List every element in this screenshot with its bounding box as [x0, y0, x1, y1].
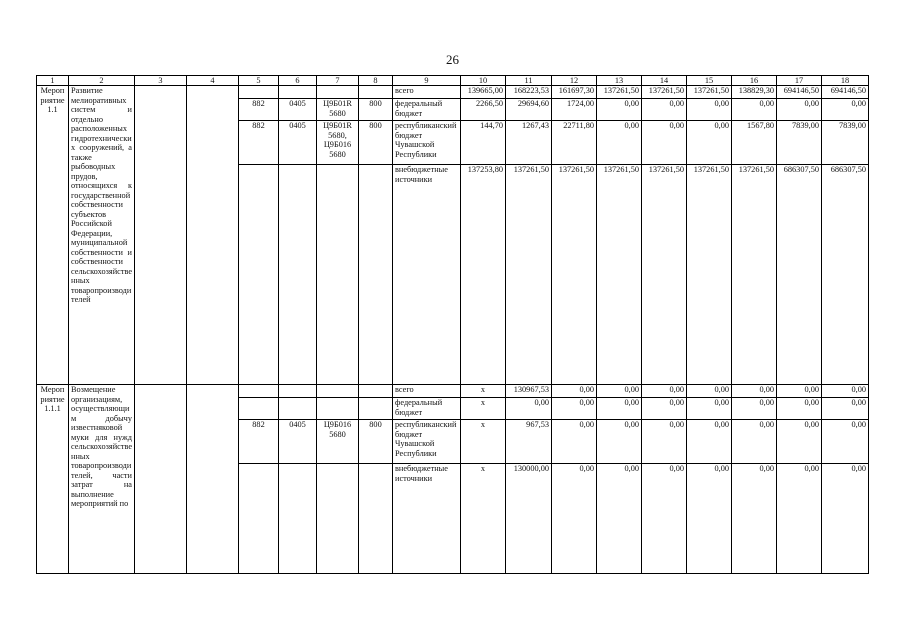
- funding-value: x: [461, 420, 506, 464]
- funding-value: 137253,80: [461, 165, 506, 385]
- funding-value: 137261,50: [732, 165, 777, 385]
- funding-value: 137261,50: [597, 165, 642, 385]
- funding-value: 0,00: [552, 398, 597, 420]
- ministry-code: [239, 385, 279, 398]
- funding-source: республиканский бюджет Чувашской Республики: [393, 121, 461, 165]
- col-header: 15: [687, 76, 732, 86]
- col-header: 11: [506, 76, 552, 86]
- funding-source: федеральный бюджет: [393, 398, 461, 420]
- col-header: 10: [461, 76, 506, 86]
- col-header: 2: [69, 76, 135, 86]
- block-activity-1-1-1: [37, 385, 869, 574]
- funding-value: 686307,50: [777, 165, 822, 385]
- funding-source: всего: [393, 385, 461, 398]
- funding-source: внебюджетные источники: [393, 165, 461, 385]
- table-row: [37, 385, 869, 398]
- funding-value: x: [461, 398, 506, 420]
- col-header: 9: [393, 76, 461, 86]
- col-header: 6: [279, 76, 317, 86]
- col-header: 14: [642, 76, 687, 86]
- activity-description: Развитие мелиоративных систем и отдельно расположенных гидротехнических сооружений, а также рыбоводных прудов, относящихся к государственной собственности субъектов Российской Федерации, муниципальной собственности и собственности сельскохозяйственных товаропроизводителей: [69, 86, 135, 385]
- funding-value: 0,00: [597, 121, 642, 165]
- funding-value: 694146,50: [777, 86, 822, 99]
- col-header: 18: [822, 76, 869, 86]
- funding-value: 0,00: [732, 385, 777, 398]
- funding-value: 0,00: [642, 420, 687, 464]
- funding-value: 0,00: [687, 464, 732, 574]
- target-article-code: [317, 165, 359, 385]
- funding-value: 0,00: [506, 398, 552, 420]
- funding-value: 161697,30: [552, 86, 597, 99]
- funding-value: 29694,60: [506, 99, 552, 121]
- funding-value: 7839,00: [822, 121, 869, 165]
- funding-value: 1267,43: [506, 121, 552, 165]
- funding-value: 137261,50: [642, 86, 687, 99]
- col-header: 12: [552, 76, 597, 86]
- funding-value: 0,00: [597, 420, 642, 464]
- target-article-code: Ц9Б01R 5680: [317, 99, 359, 121]
- funding-value: 0,00: [822, 420, 869, 464]
- funding-value: 0,00: [732, 464, 777, 574]
- ministry-code: [239, 464, 279, 574]
- activity-description: Возмещение организациям, осуществляющим добычу известняковой муки для нужд сельскохозяйственных товаропроизводителей, части затрат на выполнение мероприятий по: [69, 385, 135, 574]
- target-article-code: [317, 385, 359, 398]
- col-header: 13: [597, 76, 642, 86]
- funding-value: 137261,50: [552, 165, 597, 385]
- section-code: 0405: [279, 121, 317, 165]
- col-header: 7: [317, 76, 359, 86]
- funding-value: 137261,50: [687, 165, 732, 385]
- funding-value: 130967,53: [506, 385, 552, 398]
- funding-value: 0,00: [777, 398, 822, 420]
- target-article-code: [317, 86, 359, 99]
- funding-value: 137261,50: [687, 86, 732, 99]
- table-row: [37, 86, 869, 99]
- header-row: [37, 76, 869, 86]
- funding-value: 139665,00: [461, 86, 506, 99]
- funding-value: 0,00: [687, 121, 732, 165]
- funding-value: 0,00: [597, 398, 642, 420]
- col-header: 1: [37, 76, 69, 86]
- funding-value: 0,00: [732, 398, 777, 420]
- funding-value: 0,00: [822, 385, 869, 398]
- funding-value: 967,53: [506, 420, 552, 464]
- funding-value: 0,00: [642, 398, 687, 420]
- funding-value: 0,00: [597, 99, 642, 121]
- funding-value: x: [461, 385, 506, 398]
- funding-source: республиканский бюджет Чувашской Республики: [393, 420, 461, 464]
- col-header: 17: [777, 76, 822, 86]
- expense-type-code: 800: [359, 420, 393, 464]
- expense-type-code: [359, 385, 393, 398]
- funding-value: 0,00: [732, 420, 777, 464]
- target-article-code: [317, 398, 359, 420]
- funding-value: 0,00: [777, 385, 822, 398]
- page-number: 26: [446, 52, 459, 67]
- ministry-code: 882: [239, 121, 279, 165]
- target-article-code: Ц9Б016 5680: [317, 420, 359, 464]
- col-header: 8: [359, 76, 393, 86]
- section-code: [279, 86, 317, 99]
- target-article-code: [317, 464, 359, 574]
- funding-value: 0,00: [597, 385, 642, 398]
- empty-cell: [135, 385, 187, 574]
- activity-name: Мероприятие 1.1: [37, 86, 69, 385]
- funding-value: 0,00: [687, 99, 732, 121]
- funding-value: 0,00: [777, 464, 822, 574]
- funding-value: 0,00: [552, 420, 597, 464]
- section-code: 0405: [279, 420, 317, 464]
- funding-value: 694146,50: [822, 86, 869, 99]
- expense-type-code: [359, 398, 393, 420]
- funding-value: 137261,50: [642, 165, 687, 385]
- funding-value: 0,00: [642, 121, 687, 165]
- col-header: 4: [187, 76, 239, 86]
- funding-value: 137261,50: [597, 86, 642, 99]
- funding-value: 22711,80: [552, 121, 597, 165]
- funding-value: 138829,30: [732, 86, 777, 99]
- ministry-code: [239, 398, 279, 420]
- col-header: 5: [239, 76, 279, 86]
- expense-type-code: 800: [359, 121, 393, 165]
- funding-value: 2266,50: [461, 99, 506, 121]
- funding-value: 0,00: [687, 398, 732, 420]
- col-header: 3: [135, 76, 187, 86]
- funding-value: 7839,00: [777, 121, 822, 165]
- ministry-code: [239, 86, 279, 99]
- funding-value: 0,00: [777, 420, 822, 464]
- funding-value: 1724,00: [552, 99, 597, 121]
- funding-value: 137261,50: [506, 165, 552, 385]
- funding-value: 0,00: [642, 385, 687, 398]
- funding-value: 168223,53: [506, 86, 552, 99]
- section-code: [279, 398, 317, 420]
- section-code: [279, 165, 317, 385]
- empty-cell: [135, 86, 187, 385]
- funding-value: 0,00: [552, 464, 597, 574]
- expense-type-code: [359, 165, 393, 385]
- funding-source: всего: [393, 86, 461, 99]
- funding-value: 0,00: [822, 398, 869, 420]
- ministry-code: 882: [239, 99, 279, 121]
- block-activity-1-1: [37, 86, 869, 385]
- funding-value: 0,00: [732, 99, 777, 121]
- funding-value: 130000,00: [506, 464, 552, 574]
- ministry-code: [239, 165, 279, 385]
- funding-value: 0,00: [642, 464, 687, 574]
- funding-value: 0,00: [642, 99, 687, 121]
- funding-value: x: [461, 464, 506, 574]
- expense-type-code: [359, 86, 393, 99]
- funding-value: 0,00: [597, 464, 642, 574]
- expense-type-code: 800: [359, 99, 393, 121]
- funding-source: внебюджетные источники: [393, 464, 461, 574]
- funding-value: 0,00: [822, 464, 869, 574]
- funding-value: 144,70: [461, 121, 506, 165]
- funding-source: федеральный бюджет: [393, 99, 461, 121]
- funding-value: 0,00: [822, 99, 869, 121]
- target-article-code: Ц9Б01R 5680, Ц9Б016 5680: [317, 121, 359, 165]
- funding-value: 0,00: [687, 385, 732, 398]
- section-code: 0405: [279, 99, 317, 121]
- funding-value: 0,00: [687, 420, 732, 464]
- section-code: [279, 385, 317, 398]
- empty-cell: [187, 385, 239, 574]
- funding-value: 1567,80: [732, 121, 777, 165]
- budget-table: [36, 75, 869, 574]
- funding-value: 0,00: [552, 385, 597, 398]
- funding-value: 686307,50: [822, 165, 869, 385]
- empty-cell: [187, 86, 239, 385]
- section-code: [279, 464, 317, 574]
- funding-value: 0,00: [777, 99, 822, 121]
- expense-type-code: [359, 464, 393, 574]
- ministry-code: 882: [239, 420, 279, 464]
- col-header: 16: [732, 76, 777, 86]
- activity-name: Мероприятие 1.1.1: [37, 385, 69, 574]
